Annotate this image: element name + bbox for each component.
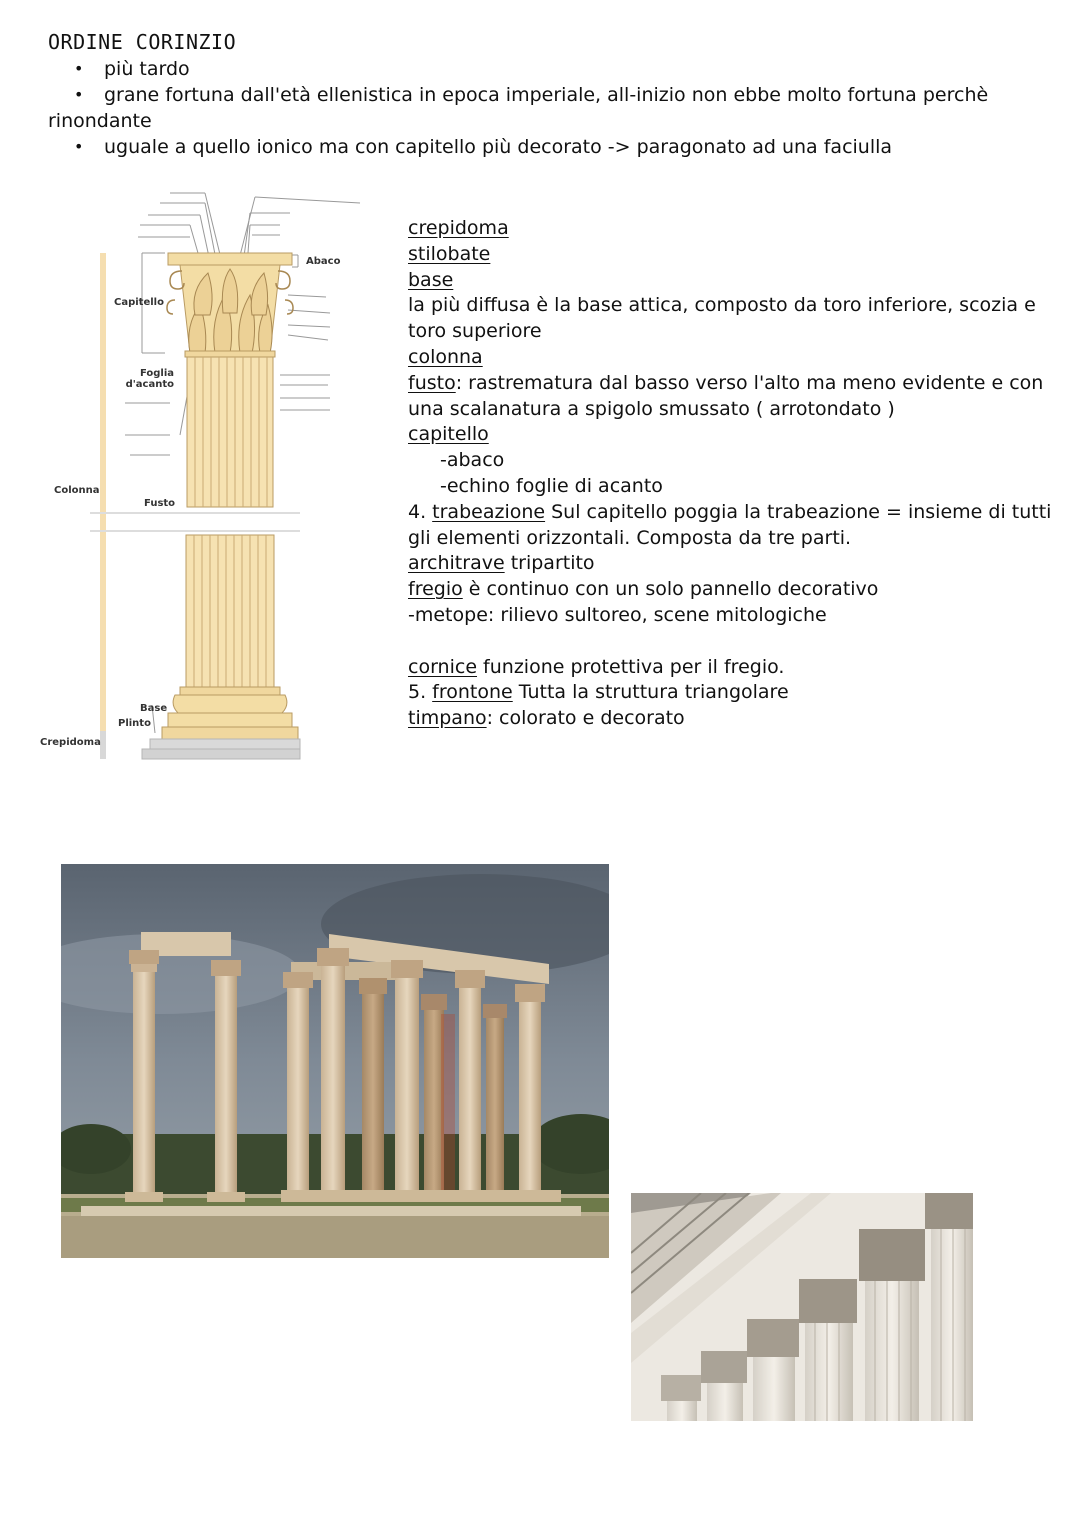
bullet-list (48, 56, 1048, 160)
timpano-description: : colorato e decorato (486, 707, 685, 730)
term-architrave: architrave (408, 552, 505, 575)
frontone-description: Tutta la struttura triangolare (512, 681, 789, 704)
fregio-note (408, 577, 1068, 603)
term-fregio: fregio (408, 578, 463, 601)
cornice-description: funzione protettiva per il fregio. (477, 655, 785, 678)
page-title: ORDINE CORINZIO (48, 30, 237, 54)
metope-note: -metope: rilievo sultoreo, scene mitologiche (408, 603, 827, 626)
capitello-abaco: -abaco (440, 449, 505, 472)
base-description: la più diffusa è la base attica, composto da toro inferiore, scozia e toro superiore (408, 294, 1036, 343)
capitello-echino: -echino foglie di acanto (440, 474, 663, 497)
corinthian-column-diagram (30, 185, 370, 765)
term-trabeazione: trabeazione (432, 500, 546, 523)
column-illustration (30, 185, 370, 765)
term-base: base (408, 268, 454, 291)
label-plinto: Plinto (118, 718, 151, 729)
capitals-photo (631, 1193, 973, 1421)
term-colonna: colonna (408, 345, 483, 368)
term-timpano: timpano (408, 707, 487, 730)
frontone-note (408, 680, 1068, 706)
label-abaco: Abaco (306, 256, 341, 267)
cornice-note (408, 655, 1068, 681)
bullet-item (48, 56, 1048, 82)
frontone-number: 5. (408, 681, 433, 704)
trabeazione-number: 4. (408, 500, 433, 523)
architrave-note (408, 551, 1068, 577)
label-capitello: Capitello (114, 297, 164, 308)
timpano-note (408, 706, 1068, 732)
bullet-item (48, 134, 1048, 160)
notes-block (408, 216, 1068, 732)
term-crepidoma: crepidoma (408, 217, 509, 239)
label-crepidoma: Crepidoma (40, 737, 101, 748)
bullet-text: grane fortuna dall'età ellenistica in epoca imperiale, all-inizio non ebbe molto fortuna perchè (104, 84, 989, 106)
term-fusto: fusto (408, 371, 456, 394)
term-capitello: capitello (408, 423, 489, 446)
term-stilobate: stilobate (408, 242, 491, 265)
fusto-note (408, 371, 1068, 423)
label-base: Base (140, 703, 168, 714)
fusto-description: : rastrematura dal basso verso l'alto ma meno evidente e con una scalanatura a spigolo smussato ( arrotondato ) (408, 371, 1044, 420)
trabeazione-note (408, 500, 1058, 552)
term-cornice: cornice (408, 655, 478, 678)
fregio-description: è continuo con un solo pannello decorativo (462, 578, 879, 601)
bullet-item (48, 82, 1048, 108)
temple-photo (61, 864, 609, 1258)
term-frontone: frontone (432, 681, 513, 704)
bullet-text: uguale a quello ionico ma con capitello più decorato -> paragonato ad una faciulla (104, 136, 893, 158)
trabeazione-description: Sul capitello poggia la trabeazione = insieme di tutti gli elementi orizzontali. Composta da tre parti. (408, 500, 1052, 549)
architrave-description: tripartito (504, 552, 595, 575)
label-foglia-acanto: Foglia d'acanto (125, 368, 174, 390)
label-colonna: Colonna (54, 485, 100, 496)
bullet-text: più tardo (104, 58, 190, 80)
label-fusto: Fusto (144, 498, 176, 509)
bullet-wrap-text: rinondante (48, 110, 152, 132)
